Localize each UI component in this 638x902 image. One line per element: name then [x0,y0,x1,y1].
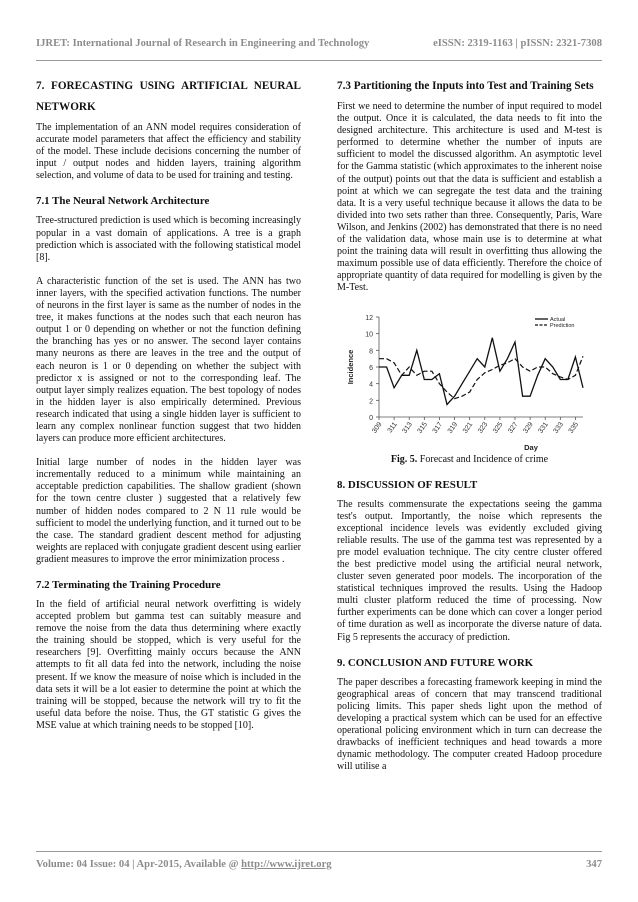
header-rule [36,60,602,61]
x-tick-label: 309 [371,420,384,435]
section-8-heading: 8. DISCUSSION OF RESULT [337,478,478,491]
right-column [337,76,602,773]
left-column [36,76,301,732]
x-tick-label: 331 [537,420,550,435]
journal-title: IJRET: International Journal of Research in Engineering and Technology [36,38,370,49]
x-tick-label: 319 [446,420,460,435]
section-9-paragraph: The paper describes a forecasting framework keeping in mind the geographical areas of concern that may transcend traditional policing limits. This paper sheds light upon the method of developing a practical system which can be used for an effective operational policing environment which in turn can decrease the drawbacks of inefficient techniques and head towards a more dynamic methodology. The computer created Hadoop procedure will utilise a [337,676,602,773]
series-line-actual [379,337,583,404]
x-tick-label: 333 [552,420,565,435]
section-7-3-paragraph: First we need to determine the number of input required to model the output. Once it is calculated, the data needs to fit into the designed architecture. This architecture is used and M-test is performed to determine whether the number of inputs are sufficient to model the discussed algorithm. An asymptotic level for the Gamma statistic (which approximates to the inherent noise of the output) points out that the data is sufficient and establish a point at which we can segregate the test data and the training data. It is a very useful technique because it allows the data to be divided into two sets rather than three. Consequently, Paris, Ware Wilson, and Jenkins (2002) has demonstrated that there is no need of the validation data, whose main use is to determine at what point the training data will result in overfitting thus allowing the maximum possible use of data efficiently. Therefore the choice of appropriate quantity of data required for modelling is given by the M-Test. [337,101,602,294]
legend-label-actual: Actual [550,316,566,323]
x-tick-label: 329 [522,420,535,435]
section-7-1-paragraph-3: Initial large number of nodes in the hidden layer was incrementally reduced to a minimum while maintaining an acceptable prediction capabilities. The shallow gradient (shown for the town centre cluster ) suggested that a relatively few number of hidden nodes compared to 2 N 11 rule would be sufficient to model the underlying function, and it turned out to be the case. The standard gradient descent method for adjusting weights are replaced with conjugate gradient descent using earlier gradient measures to improve the error minimization process . [36,457,301,565]
y-axis-label: Incidence [346,349,355,384]
section-7-1-heading: 7.1 The Neural Network Architecture [36,195,210,208]
x-tick-label: 327 [507,420,520,435]
y-tick-label: 6 [369,364,373,372]
y-tick-label: 12 [365,314,373,322]
y-tick-label: 10 [365,331,373,339]
section-7-heading: 7. FORECASTING USING ARTIFICIAL NEURAL NETWORK [36,80,301,113]
y-tick-label: 2 [369,397,373,405]
figure-5-chart [337,307,602,452]
x-axis-label: Day [524,442,538,452]
y-tick-label: 4 [369,381,373,389]
journal-link[interactable]: http://www.ijret.org [241,859,332,870]
x-tick-label: 315 [416,420,429,435]
section-7-paragraph: The implementation of an ANN model requires consideration of accurate model parameters that affect the efficiency and stability of the model. These include decisions concerning the number of input / output nodes and hidden layers, training algorithm selection, and volume of data to be used for training and testing. [36,122,301,182]
x-tick-label: 317 [431,420,445,435]
section-7-2-heading: 7.2 Terminating the Training Procedure [36,579,221,591]
section-9-heading: 9. CONCLUSION AND FUTURE WORK [337,656,534,669]
figure-caption-text: Forecast and Incidence of crime [417,453,549,465]
legend-label-prediction: Prediction [550,322,575,329]
section-8-paragraph: The results commensurate the expectations seeing the gamma test's output. Importantly, the noise which represents the exceptional incidence levels was evidently excluded giving reliable results. The use of the gamma test was represented by a pre model evaluation technique. The city centre cluster offered the best predictive model using the artificial neural network, cluster seven generated poor models. The incorporation of the statistical techniques improved the results. Using the Hadoop multi cluster platform reduced the time of processing. Now further experiments can be done which can cover a longer period of time duration as well as incorporate the diverse nature of data. Fig 5 represents the accuracy of prediction. [337,498,602,643]
footer-volume: Volume: 04 Issue: 04 | Apr-2015, Available @ [36,859,242,870]
section-7-2-paragraph: In the field of artificial neural network overfitting is widely accepted problem but gamma test can suitably measure and remove the noise from the data thus determining where exactly the training should be stopped, which is very useful for the researchers [9]. Overfitting mainly occurs because the ANN attempts to fit all data fed into the network, including the noise present. If we know the measure of noise which is included in the data sets it will be a lot easier to determine the point at which the training will be stopped, because the network will try to fit the useful data before the noise. Thus, the GT statistic G gives the MSE value at which training needs to be stopped [10]. [36,599,301,731]
x-tick-label: 323 [476,420,490,435]
x-tick-label: 325 [492,420,505,435]
x-tick-label: 311 [386,420,399,434]
y-tick-label: 0 [369,414,373,422]
section-7-1-paragraph-2: A characteristic function of the set is used. The ANN has two inner layers, with the specified activation functions. The number of neurons in the first layer is same as the number of nodes in the tree, it makes functions at the nodes such that each neuron has output 1 or 0 depending on whether or not the function defining the branching has yes or no answer. The second layer contains many neurons as there are leaves in the tree and the output of each neuron is 1 or 0 depending on whether the subject with predictor x is assigned or not to the corresponding leaf. The output layer simply realizes equation. The best topology of nodes in the hidden layer is also empirically determined. Previous research indicated that using a single hidden layer is sufficient to learn any complex nonlinear function suggest that two hidden layers can produce more efficient architectures. [36,275,301,445]
footer-rule [36,851,602,852]
figure-label: Fig. 5. [390,453,418,465]
chart-svg [337,307,602,452]
y-tick-label: 8 [369,347,373,355]
section-7-1-paragraph-1: Tree-structured prediction is used which is becoming increasingly popular in a vast domain of applications. A tree is a graph prediction which is associated with the following statistical model [8]. [36,215,301,263]
figure-5-caption [337,454,602,466]
x-tick-label: 321 [461,420,475,435]
issn: eISSN: 2319-1163 | pISSN: 2321-7308 [433,38,602,49]
x-tick-label: 335 [567,420,581,435]
page-number: 347 [586,859,602,870]
section-7-3-heading: 7.3 Partitioning the Inputs into Test and Training Sets [337,80,594,92]
x-tick-label: 313 [401,420,414,435]
